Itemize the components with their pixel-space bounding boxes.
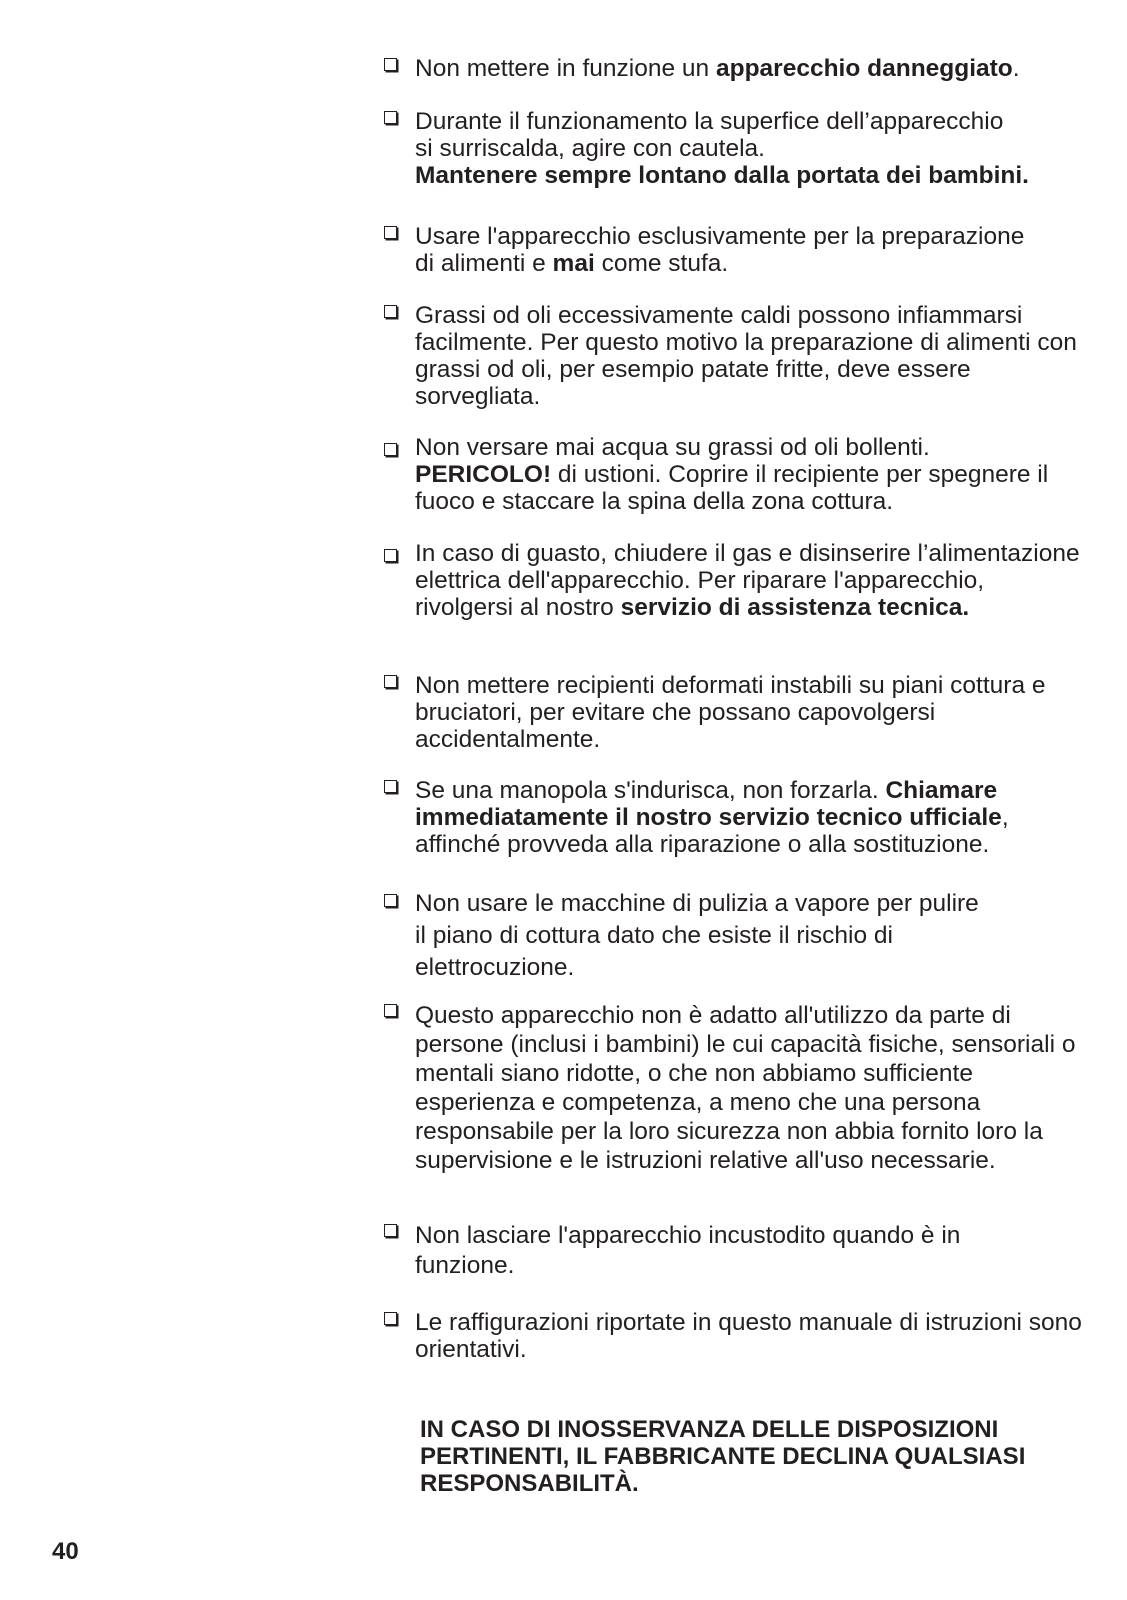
checkbox-bullet-icon [384, 1312, 397, 1325]
list-item: Non lasciare l'apparecchio incustodito quando è in funzione. [384, 1221, 1084, 1281]
checkbox-bullet-icon [384, 305, 397, 318]
checkbox-bullet-icon [384, 780, 397, 793]
checkbox-bullet-icon [384, 111, 397, 124]
list-item: Grassi od oli eccessivamente caldi possono infiammarsi facilmente. Per questo motivo la preparazione di alimenti con grassi od oli, per esempio patate fritte, deve essere sorvegliata. [384, 302, 1084, 410]
list-item: Non versare mai acqua su grassi od oli bollenti. PERICOLO! di ustioni. Coprire il recipiente per spegnere il fuoco e staccare la spina della zona cottura. [384, 434, 1084, 515]
page-number: 40 [52, 1538, 79, 1565]
list-item: Questo apparecchio non è adatto all'utilizzo da parte di persone (inclusi i bambini) le cui capacità fisiche, sensoriali o mentali siano ridotte, o che non abbiamo sufficiente esperienza e competenza, a meno che una persona responsabile per la loro sicurezza non abbia fornito loro la supervisione e le istruzioni relative all'uso necessarie. [384, 1001, 1084, 1175]
checkbox-bullet-icon [384, 443, 397, 456]
list-item: Non usare le macchine di pulizia a vapore per pulire il piano di cottura dato che esiste il rischio di elettrocuzione. [384, 888, 1084, 984]
list-item: Durante il funzionamento la superfice dell’apparecchio si surriscalda, agire con cautela. Mantenere sempre lontano dalla portata dei bambini. [384, 108, 1084, 189]
list-item: Le raffigurazioni riportate in questo manuale di istruzioni sono orientativi. [384, 1309, 1084, 1363]
checkbox-bullet-icon [384, 1224, 397, 1237]
checkbox-bullet-icon [384, 1004, 397, 1017]
list-item: Se una manopola s'indurisca, non forzarla. Chiamare immediatamente il nostro servizio tecnico ufficiale, affinché provveda alla riparazione o alla sostituzione. [384, 777, 1084, 858]
checkbox-bullet-icon [384, 58, 397, 71]
liability-warning: IN CASO DI INOSSERVANZA DELLE DISPOSIZIONI PERTINENTI, IL FABBRICANTE DECLINA QUALSIASI RESPONSABILITÀ. [420, 1416, 1026, 1497]
checkbox-bullet-icon [384, 675, 397, 688]
list-item: In caso di guasto, chiudere il gas e disinserire l’alimentazione elettrica dell'apparecchio. Per riparare l'apparecchio, rivolgersi al nostro servizio di assistenza tecnica. [384, 540, 1084, 621]
list-item: Non mettere recipienti deformati instabili su piani cottura e bruciatori, per evitare che possano capovolgersi accidentalmente. [384, 672, 1084, 753]
checkbox-bullet-icon [384, 549, 397, 562]
checkbox-bullet-icon [384, 226, 397, 239]
list-item: Usare l'apparecchio esclusivamente per la preparazione di alimenti e mai come stufa. [384, 223, 1084, 277]
list-item: Non mettere in funzione un apparecchio danneggiato. [384, 55, 1084, 82]
checkbox-bullet-icon [384, 894, 397, 907]
